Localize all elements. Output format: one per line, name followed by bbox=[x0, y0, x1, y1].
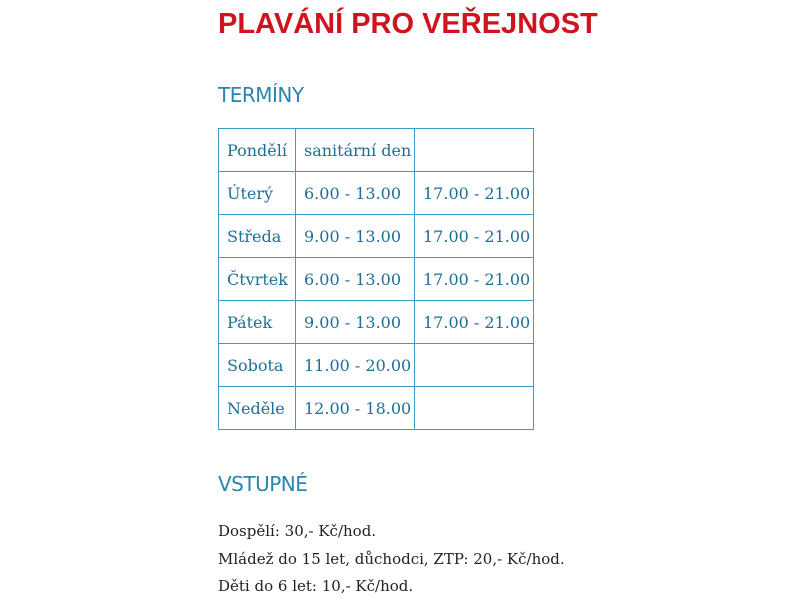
table-row bbox=[219, 129, 534, 172]
day-cell: Úterý bbox=[219, 172, 296, 215]
table-row bbox=[219, 344, 534, 387]
page-title: PLAVÁNÍ PRO VEŘEJNOST bbox=[218, 8, 598, 40]
time-cell bbox=[415, 129, 534, 172]
table-row bbox=[219, 258, 534, 301]
price-item-adults: Dospělí: 30,- Kč/hod. bbox=[218, 522, 377, 540]
time-cell: 17.00 - 21.00 bbox=[415, 172, 534, 215]
table-row bbox=[219, 301, 534, 344]
day-cell: Pátek bbox=[219, 301, 296, 344]
admission-heading: VSTUPNÉ bbox=[218, 472, 308, 496]
day-cell: Sobota bbox=[219, 344, 296, 387]
price-item-children: Děti do 6 let: 10,- Kč/hod. bbox=[218, 577, 414, 595]
day-cell: Čtvrtek bbox=[219, 258, 296, 301]
schedule-table bbox=[218, 128, 534, 430]
time-cell: sanitární den bbox=[296, 129, 415, 172]
table-row bbox=[219, 387, 534, 430]
time-cell: 11.00 - 20.00 bbox=[296, 344, 415, 387]
time-cell: 9.00 - 13.00 bbox=[296, 301, 415, 344]
time-cell: 6.00 - 13.00 bbox=[296, 172, 415, 215]
table-row bbox=[219, 215, 534, 258]
price-item-youth-seniors: Mládež do 15 let, důchodci, ZTP: 20,- Kč/hod. bbox=[218, 549, 565, 568]
time-cell bbox=[415, 344, 534, 387]
table-row bbox=[219, 172, 534, 215]
price-list bbox=[218, 518, 565, 600]
time-cell: 17.00 - 21.00 bbox=[415, 215, 534, 258]
day-cell: Pondělí bbox=[219, 129, 296, 172]
terms-heading: TERMÍNY bbox=[218, 83, 304, 107]
time-cell bbox=[415, 387, 534, 430]
time-cell: 9.00 - 13.00 bbox=[296, 215, 415, 258]
day-cell: Středa bbox=[219, 215, 296, 258]
time-cell: 17.00 - 21.00 bbox=[415, 258, 534, 301]
day-cell: Neděle bbox=[219, 387, 296, 430]
time-cell: 12.00 - 18.00 bbox=[296, 387, 415, 430]
time-cell: 6.00 - 13.00 bbox=[296, 258, 415, 301]
time-cell: 17.00 - 21.00 bbox=[415, 301, 534, 344]
